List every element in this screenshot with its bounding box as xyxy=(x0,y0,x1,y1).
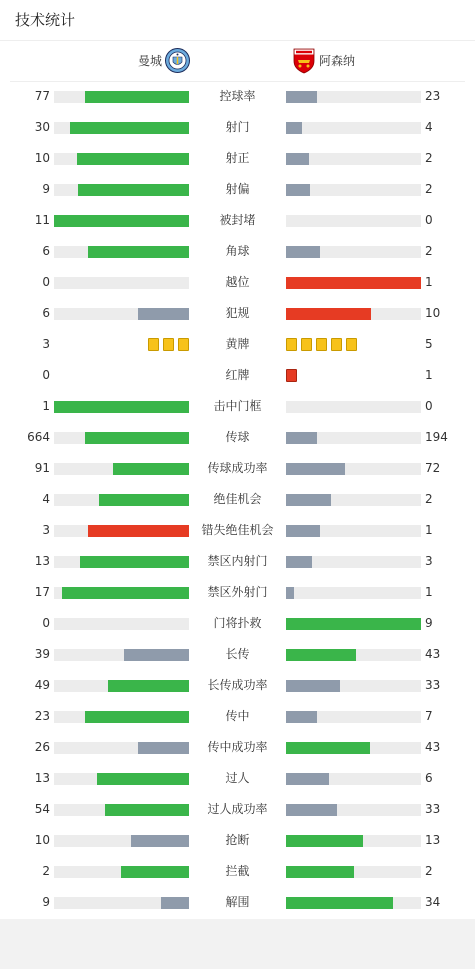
away-stat-value: 194 xyxy=(425,430,448,444)
away-stat-track xyxy=(286,742,421,754)
stat-label: 传中 xyxy=(225,709,250,723)
away-stat-track xyxy=(286,308,421,320)
home-stat-value: 49 xyxy=(34,678,50,692)
stat-label: 传中成功率 xyxy=(207,740,268,754)
home-stat-value: 3 xyxy=(42,523,50,537)
stat-label: 红牌 xyxy=(225,368,250,382)
stat-row xyxy=(0,639,475,670)
away-stat-track xyxy=(286,246,421,258)
away-stat-track xyxy=(286,463,421,475)
stat-label: 过人成功率 xyxy=(207,802,268,816)
stat-row xyxy=(0,546,475,577)
yellow-card-icon xyxy=(316,338,327,351)
stat-row xyxy=(0,670,475,701)
away-stat-value: 34 xyxy=(425,895,441,909)
home-stat-bar xyxy=(131,835,189,847)
away-stat-value: 1 xyxy=(425,368,433,382)
stat-label: 绝佳机会 xyxy=(213,492,262,506)
yellow-card-icon xyxy=(346,338,357,351)
away-stat-value: 3 xyxy=(425,554,433,568)
stat-row xyxy=(0,515,475,546)
home-stat-value: 91 xyxy=(34,461,50,475)
home-stat-bar xyxy=(80,556,189,568)
away-stat-value: 4 xyxy=(425,120,433,134)
home-stat-track xyxy=(54,308,189,320)
stat-label: 传球成功率 xyxy=(207,461,268,475)
home-stat-track xyxy=(54,680,189,692)
away-stat-value: 0 xyxy=(425,213,433,227)
home-stat-bar xyxy=(138,308,189,320)
stat-row xyxy=(0,112,475,143)
away-stat-bar xyxy=(286,556,312,568)
home-stat-bar xyxy=(108,680,189,692)
home-stat-bar xyxy=(77,153,189,165)
away-stat-value: 43 xyxy=(425,647,441,661)
away-stat-track xyxy=(286,184,421,196)
home-stat-track xyxy=(54,153,189,165)
stat-row xyxy=(0,794,475,825)
away-stat-value: 23 xyxy=(425,89,441,103)
home-stat-value: 17 xyxy=(34,585,50,599)
away-stat-value: 1 xyxy=(425,275,433,289)
away-stat-track xyxy=(286,866,421,878)
home-stat-track xyxy=(54,711,189,723)
away-team-name: 阿森纳 xyxy=(319,54,356,68)
home-stat-track xyxy=(54,866,189,878)
stat-row xyxy=(0,236,475,267)
home-stat-track xyxy=(54,494,189,506)
away-stat-bar xyxy=(286,866,354,878)
home-stat-value: 26 xyxy=(34,740,50,754)
away-stat-value: 43 xyxy=(425,740,441,754)
away-stat-track xyxy=(286,556,421,568)
home-stat-track xyxy=(54,432,189,444)
stat-row xyxy=(0,825,475,856)
away-stat-track xyxy=(286,897,421,909)
away-stat-value: 2 xyxy=(425,244,433,258)
home-stat-track xyxy=(54,742,189,754)
away-stat-value: 0 xyxy=(425,399,433,413)
home-stat-track xyxy=(54,525,189,537)
away-stat-value: 9 xyxy=(425,616,433,630)
stat-row xyxy=(0,205,475,236)
away-stat-bar xyxy=(286,587,294,599)
away-stat-bar xyxy=(286,463,345,475)
away-stat-bar xyxy=(286,277,421,289)
away-stat-value: 2 xyxy=(425,864,433,878)
stat-label: 过人 xyxy=(225,771,250,785)
away-stat-bar xyxy=(286,308,371,320)
stat-label: 射正 xyxy=(225,151,250,165)
away-stat-bar xyxy=(286,711,317,723)
stat-label: 禁区外射门 xyxy=(207,585,268,599)
home-stat-bar xyxy=(88,525,189,537)
home-stat-track xyxy=(54,401,189,413)
away-stat-bar xyxy=(286,680,340,692)
stat-row xyxy=(0,174,475,205)
stat-row xyxy=(0,763,475,794)
away-stat-track xyxy=(286,618,421,630)
home-stat-bar xyxy=(121,866,189,878)
stat-row xyxy=(0,360,475,391)
away-stat-bar xyxy=(286,122,302,134)
home-stat-track xyxy=(54,649,189,661)
away-stat-bar xyxy=(286,432,317,444)
home-stat-value: 0 xyxy=(42,368,50,382)
home-stat-value: 77 xyxy=(34,89,50,103)
away-stat-track xyxy=(286,711,421,723)
stat-label: 禁区内射门 xyxy=(207,554,268,568)
away-stat-track xyxy=(286,804,421,816)
home-stat-value: 30 xyxy=(34,120,50,134)
away-stat-track xyxy=(286,215,421,227)
home-stat-bar xyxy=(105,804,189,816)
home-stat-value: 1 xyxy=(42,399,50,413)
stat-label: 门将扑救 xyxy=(213,616,262,630)
away-stat-bar xyxy=(286,525,320,537)
stat-label: 拦截 xyxy=(225,864,250,878)
home-stat-bar xyxy=(88,246,189,258)
home-stat-value: 0 xyxy=(42,616,50,630)
home-stat-bar xyxy=(85,711,189,723)
home-stat-bar xyxy=(124,649,189,661)
away-stat-track xyxy=(286,91,421,103)
stat-label: 犯规 xyxy=(225,306,250,320)
away-stat-track xyxy=(286,773,421,785)
home-stat-track xyxy=(54,215,189,227)
away-stat-bar xyxy=(286,897,393,909)
away-stat-track xyxy=(286,587,421,599)
home-stat-track xyxy=(54,835,189,847)
away-stat-value: 7 xyxy=(425,709,433,723)
home-stat-value: 9 xyxy=(42,182,50,196)
yellow-card-icon xyxy=(148,338,159,351)
home-cards xyxy=(148,338,189,351)
away-stat-value: 2 xyxy=(425,151,433,165)
stat-label: 被封堵 xyxy=(219,213,256,227)
man-city-crest-icon xyxy=(165,48,190,73)
away-stat-track xyxy=(286,680,421,692)
yellow-card-icon xyxy=(301,338,312,351)
away-stat-bar xyxy=(286,494,331,506)
home-stat-track xyxy=(54,897,189,909)
home-stat-value: 3 xyxy=(42,337,50,351)
page-title: 技术统计 xyxy=(15,11,76,29)
home-stat-track xyxy=(54,91,189,103)
away-stat-value: 72 xyxy=(425,461,441,475)
away-stat-value: 6 xyxy=(425,771,433,785)
home-stat-track xyxy=(54,618,189,630)
stat-row xyxy=(0,453,475,484)
teams-header xyxy=(0,41,475,81)
home-stat-track xyxy=(54,804,189,816)
home-stat-bar xyxy=(70,122,189,134)
stat-row xyxy=(0,856,475,887)
away-stat-bar xyxy=(286,804,337,816)
stat-row xyxy=(0,143,475,174)
stat-row xyxy=(0,484,475,515)
home-stat-value: 13 xyxy=(34,554,50,568)
home-stat-track xyxy=(54,587,189,599)
stat-label: 射偏 xyxy=(225,182,250,196)
home-stat-bar xyxy=(161,897,189,909)
home-stat-bar xyxy=(99,494,189,506)
away-stat-track xyxy=(286,494,421,506)
yellow-card-icon xyxy=(163,338,174,351)
home-stat-bar xyxy=(54,215,189,227)
away-cards xyxy=(286,369,297,382)
stat-row xyxy=(0,298,475,329)
stat-row xyxy=(0,577,475,608)
away-stat-bar xyxy=(286,246,320,258)
home-stat-track xyxy=(54,277,189,289)
away-stat-bar xyxy=(286,649,356,661)
home-stat-value: 4 xyxy=(42,492,50,506)
away-stat-bar xyxy=(286,773,329,785)
home-stat-value: 11 xyxy=(34,213,50,227)
away-stat-bar xyxy=(286,153,309,165)
away-stat-bar xyxy=(286,742,370,754)
away-stat-value: 33 xyxy=(425,802,441,816)
stat-row xyxy=(0,422,475,453)
stat-label: 射门 xyxy=(225,120,250,134)
away-stat-value: 2 xyxy=(425,182,433,196)
stat-label: 角球 xyxy=(225,244,250,258)
home-stat-value: 6 xyxy=(42,244,50,258)
away-stat-value: 1 xyxy=(425,585,433,599)
stat-row xyxy=(0,391,475,422)
away-stat-track xyxy=(286,122,421,134)
stat-label: 传球 xyxy=(225,430,250,444)
home-stat-track xyxy=(54,773,189,785)
stat-label: 控球率 xyxy=(219,89,256,103)
away-stat-value: 10 xyxy=(425,306,441,320)
home-stat-value: 13 xyxy=(34,771,50,785)
home-stat-value: 2 xyxy=(42,864,50,878)
away-stat-track xyxy=(286,432,421,444)
home-stat-value: 39 xyxy=(34,647,50,661)
red-card-icon xyxy=(286,369,297,382)
arsenal-crest-icon xyxy=(292,47,316,74)
stat-label: 长传 xyxy=(225,647,250,661)
home-stat-value: 6 xyxy=(42,306,50,320)
away-stat-value: 1 xyxy=(425,523,433,537)
home-stat-value: 0 xyxy=(42,275,50,289)
away-stat-bar xyxy=(286,835,363,847)
home-stat-bar xyxy=(85,432,189,444)
home-stat-track xyxy=(54,463,189,475)
away-stat-track xyxy=(286,835,421,847)
home-stat-value: 10 xyxy=(34,833,50,847)
home-stat-bar xyxy=(85,91,189,103)
away-stat-value: 33 xyxy=(425,678,441,692)
home-stat-value: 664 xyxy=(27,430,50,444)
stat-row xyxy=(0,329,475,360)
stat-label: 解围 xyxy=(225,895,250,909)
away-stat-bar xyxy=(286,184,310,196)
away-stat-bar xyxy=(286,618,421,630)
away-stat-value: 2 xyxy=(425,492,433,506)
home-stat-bar xyxy=(113,463,189,475)
stat-label: 击中门框 xyxy=(213,399,262,413)
home-team-name: 曼城 xyxy=(137,54,162,68)
stat-row xyxy=(0,81,475,112)
away-stat-track xyxy=(286,525,421,537)
stat-label: 黄牌 xyxy=(225,337,250,351)
away-stat-track xyxy=(286,153,421,165)
home-stat-bar xyxy=(138,742,189,754)
home-stat-value: 9 xyxy=(42,895,50,909)
away-stat-bar xyxy=(286,91,317,103)
stat-label: 抢断 xyxy=(225,833,250,847)
home-stat-track xyxy=(54,122,189,134)
home-stat-bar xyxy=(62,587,189,599)
stat-label: 错失绝佳机会 xyxy=(201,523,274,537)
away-stat-track xyxy=(286,649,421,661)
home-stat-track xyxy=(54,556,189,568)
stat-row xyxy=(0,887,475,918)
away-stat-track xyxy=(286,277,421,289)
stat-row xyxy=(0,732,475,763)
home-stat-bar xyxy=(78,184,189,196)
home-stat-value: 54 xyxy=(34,802,50,816)
home-stat-bar xyxy=(54,401,189,413)
home-stat-value: 10 xyxy=(34,151,50,165)
stat-row xyxy=(0,608,475,639)
home-stat-track xyxy=(54,246,189,258)
away-stat-value: 5 xyxy=(425,337,433,351)
stat-row xyxy=(0,267,475,298)
stat-row xyxy=(0,701,475,732)
home-stat-bar xyxy=(97,773,189,785)
away-stat-track xyxy=(286,401,421,413)
yellow-card-icon xyxy=(178,338,189,351)
home-stat-value: 23 xyxy=(34,709,50,723)
yellow-card-icon xyxy=(286,338,297,351)
yellow-card-icon xyxy=(331,338,342,351)
away-cards xyxy=(286,338,357,351)
home-stat-track xyxy=(54,184,189,196)
stat-label: 长传成功率 xyxy=(207,678,268,692)
away-stat-value: 13 xyxy=(425,833,441,847)
stat-label: 越位 xyxy=(225,275,250,289)
